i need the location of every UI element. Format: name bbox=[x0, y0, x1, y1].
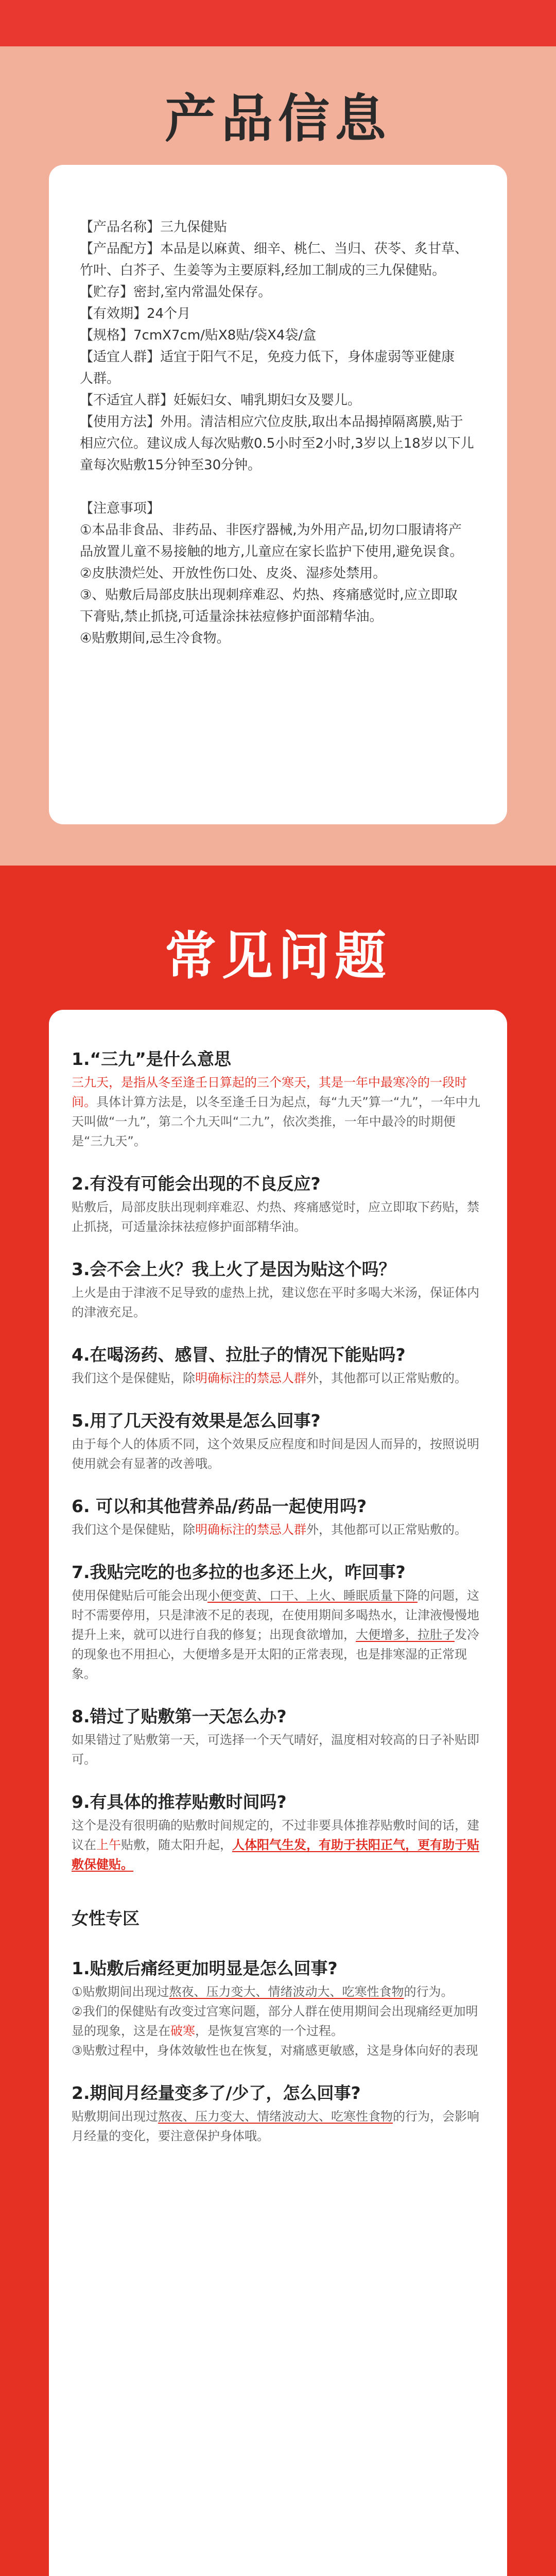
faq-question: 7.我贴完吃的也多拉的也多还上火，咋回事? bbox=[72, 1562, 406, 1582]
info-line: 【不适宜人群】妊娠妇女、哺乳期妇女及婴儿。 bbox=[80, 393, 361, 408]
answer-line bbox=[72, 1982, 484, 2002]
info-line: 竹叶、白芥子、生姜等为主要原料,经加工制成的三九保健贴。 bbox=[80, 263, 446, 278]
answer-text: 发冷的现象也不用担心，大便增多是开太阳的正常表现，也是排寒湿的正常现象。 bbox=[72, 1628, 479, 1681]
faq-answer bbox=[72, 1368, 484, 1388]
info-line: 【规格】7cmX7cm/贴X8贴/袋X4袋/盒 bbox=[80, 328, 317, 343]
answer-text: 的行为，会影响月经量的变化，要注意保护身体哦。 bbox=[72, 2109, 479, 2143]
answer-text: 我们这个是保健贴，除 bbox=[72, 1522, 195, 1537]
note-line: ③、贴敷后局部皮肤出现刺痒难忍、灼热、疼痛感觉时,应立即取 bbox=[80, 587, 458, 603]
info-line: 人群。 bbox=[80, 371, 120, 386]
faq-answer bbox=[72, 2107, 484, 2146]
answer-highlight: 三九天，是指从冬至逢壬日算起的三个寒天，其是一年中最寒冷的一段时间。 bbox=[72, 1075, 467, 1109]
faq-title: 常见问题 bbox=[165, 926, 391, 986]
faq-question: 8.错过了贴敷第一天怎么办? bbox=[72, 1706, 287, 1726]
answer-text: 使用保健贴后可能会出现 bbox=[72, 1588, 207, 1603]
answer-text: 的行为。 bbox=[404, 1985, 454, 1999]
answer-underline: 熬夜、压力变大、情绪波动大、吃寒性食物 bbox=[169, 1985, 404, 1999]
faq-question: 6. 可以和其他营养品/药品一起使用吗? bbox=[72, 1496, 367, 1516]
answer-text: 具体计算方法是，以冬至逢壬日为起点，每“九天”算一“九”，一年中九天叫做“一九”，第二个九天叫“二九”，依次类推，一年中最冷的时期便是“三九天”。 bbox=[72, 1095, 480, 1148]
faq-question: 2.期间月经量变多了/少了，怎么回事? bbox=[72, 2083, 361, 2103]
info-line: 【贮存】密封,室内常温处保存。 bbox=[80, 284, 272, 300]
faq-question: 4.在喝汤药、感冒、拉肚子的情况下能贴吗? bbox=[72, 1345, 406, 1365]
faq-answer: 上火是由于津液不足导致的虚热上扰，建议您在平时多喝大米汤，保证体内的津液充足。 bbox=[72, 1285, 479, 1319]
faq-answer bbox=[72, 1586, 484, 1684]
faq-answer bbox=[72, 1982, 484, 2060]
info-line: 【适宜人群】适宜于阳气不足，免疫力低下，身体虚弱等亚健康 bbox=[80, 349, 455, 365]
faq-answer bbox=[72, 1073, 484, 1151]
faq-card bbox=[49, 1010, 507, 2576]
answer-text: 贴敷，随太阳升起， bbox=[121, 1838, 232, 1852]
info-line: 【使用方法】外用。清洁相应穴位皮肤,取出本品揭掉隔离膜,贴于 bbox=[80, 414, 463, 430]
answer-text: ②我们的保健贴有改变过宫寒问题，部分人群在使用期间会出现痛经更加明显的现象，这是在 bbox=[72, 2004, 478, 2038]
note-line: 品放置儿童不易接触的地方,儿童应在家长监护下使用,避免误食。 bbox=[80, 544, 463, 560]
answer-line bbox=[72, 2002, 484, 2041]
note-line: ①本品非食品、非药品、非医疗器械,为外用产品,切勿口服请将产 bbox=[80, 522, 462, 538]
faq-question: 5.用了几天没有效果是怎么回事? bbox=[72, 1411, 321, 1431]
info-line: 相应穴位。建议成人每次贴敷0.5小时至2小时,3岁以上18岁以下儿 bbox=[80, 436, 474, 451]
answer-text: 贴敷期间出现过 bbox=[72, 2109, 158, 2124]
faq-question: 2.有没有可能会出现的不良反应? bbox=[72, 1174, 321, 1194]
info-line: 【产品配方】本品是以麻黄、细辛、桃仁、当归、茯苓、炙甘草、 bbox=[80, 241, 468, 257]
answer-text: 的问题，这时不需要停用，只是津液不足的表现，在使用期间多喝热水，让津液慢慢地提升上来，就可以进行自我的修复；出现食欲增加， bbox=[72, 1588, 479, 1642]
answer-highlight: 破寒 bbox=[170, 2024, 195, 2038]
note-line: 下膏贴,禁止抓挠,可适量涂抹祛痘修护面部精华油。 bbox=[80, 609, 383, 624]
note-line: ②皮肤溃烂处、开放性伤口处、皮炎、湿疹处禁用。 bbox=[80, 566, 387, 581]
faq-answer bbox=[72, 1520, 484, 1539]
women-section-title: 女性专区 bbox=[72, 1908, 140, 1928]
answer-underline: 熬夜、压力变大、情绪波动大、吃寒性食物 bbox=[158, 2109, 393, 2124]
page-title: 产品信息 bbox=[165, 89, 391, 149]
faq-answer: 贴敷后，局部皮肤出现刺痒难忍、灼热、疼痛感觉时，应立即取下药贴，禁止抓挠，可适量涂抹祛痘修护面部精华油。 bbox=[72, 1200, 479, 1234]
answer-underline: 大便增多，拉肚子 bbox=[356, 1628, 455, 1642]
answer-highlight: 明确标注的禁忌人群 bbox=[195, 1522, 306, 1537]
faq-answer: 如果错过了贴敷第一天，可选择一个天气晴好，温度相对较高的日子补贴即可。 bbox=[72, 1733, 479, 1767]
faq-question: 3.会不会上火？我上火了是因为贴这个吗？ bbox=[72, 1259, 396, 1279]
answer-highlight: 明确标注的禁忌人群 bbox=[195, 1371, 306, 1385]
answer-text: ③贴敷过程中，身体效敏性也在恢复，对痛感更敏感，这是身体向好的表现 bbox=[72, 2043, 478, 2058]
faq-question: 1.“三九”是什么意思 bbox=[72, 1049, 231, 1069]
faq-answer: 由于每个人的体质不同，这个效果反应程度和时间是因人而异的，按照说明使用就会有显著的改善哦。 bbox=[72, 1437, 479, 1471]
answer-text: 我们这个是保健贴，除 bbox=[72, 1371, 195, 1385]
faq-answer bbox=[72, 1816, 484, 1874]
answer-underline: 人体阳气生发，有助于扶阳正气，更有助于贴敷保健贴。 bbox=[72, 1838, 479, 1872]
answer-text: ，是恢复宫寒的一个过程。 bbox=[195, 2024, 343, 2038]
info-line: 【有效期】24个月 bbox=[80, 306, 191, 321]
faq-question: 9.有具体的推荐贴敷时间吗? bbox=[72, 1792, 287, 1812]
answer-highlight: 上午 bbox=[96, 1838, 121, 1852]
answer-text: 外，其他都可以正常贴敷的。 bbox=[306, 1522, 467, 1537]
answer-text: 这个是没有很明确的贴敷时间规定的，不过非要具体推荐贴敷时间的话，建议在 bbox=[72, 1818, 479, 1852]
notes-title: 【注意事项】 bbox=[80, 501, 161, 516]
answer-underline: 小便变黄、口干、上火、睡眠质量下降 bbox=[207, 1588, 418, 1603]
info-line: 【产品名称】三九保健贴 bbox=[80, 219, 228, 235]
note-line: ④贴敷期间,忌生冷食物。 bbox=[80, 631, 230, 646]
info-line: 童每次贴敷15分钟至30分钟。 bbox=[80, 457, 262, 473]
answer-text: ①贴敷期间出现过 bbox=[72, 1985, 169, 1999]
answer-text: 外，其他都可以正常贴敷的。 bbox=[306, 1371, 467, 1385]
product-info-card bbox=[49, 165, 507, 824]
faq-question: 1.贴敷后痛经更加明显是怎么回事? bbox=[72, 1958, 338, 1978]
